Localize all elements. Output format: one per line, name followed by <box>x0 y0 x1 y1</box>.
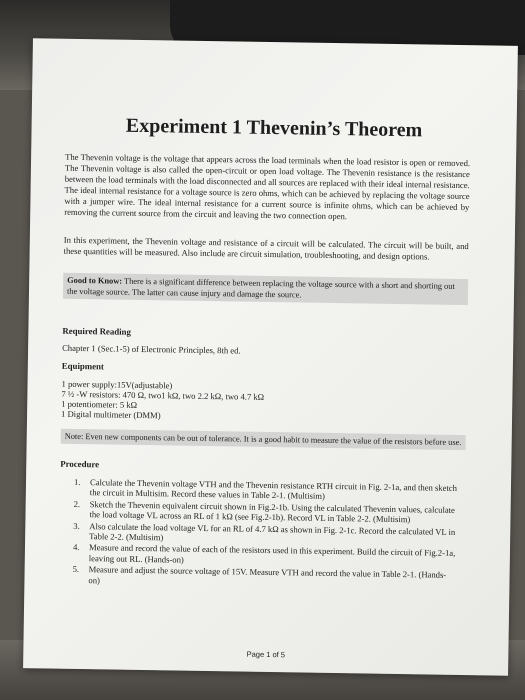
required-reading-text: Chapter 1 (Sec.1-5) of Electronic Principles, 8th ed. <box>62 342 241 356</box>
paper-sheet <box>23 38 518 676</box>
good-to-know-text: There is a significant difference between replacing the voltage source with a short and shorting out the voltage source. The latter can cause injury and damage the source. <box>66 276 455 300</box>
procedure-heading: Procedure <box>60 458 100 470</box>
experiment-paragraph: In this experiment, the Thevenin voltage and resistance of a circuit will be calculated. The circuit will be built, and these quantities will be measured. Also include are circuit simulation, troubleshooting, and design options. <box>63 234 469 262</box>
intro-paragraph: The Thevenin voltage is the voltage that appears across the load terminals when the load resistor is open or removed. The Thevenin voltage is also called the open-circuit or open load voltage. The Thevenin resistance is the resistance between the load terminals with the load disconnected and all sources are replaced with their ideal internal resistance. The ideal internal resistance for a voltage source is zero ohms, which can be achieved by replacing the voltage source with a jumper wire. The ideal internal resistance for a current source is infinite ohms, which can be achieved by removing the current source from the circuit and leaving the two connection open. <box>64 151 471 222</box>
step-text: Measure and adjust the source voltage of 15V. Measure VTH and record the value in Table 2-1. (Hands-on) <box>88 564 447 586</box>
equipment-item: 1 power supply:15V(adjustable) <box>61 378 173 391</box>
equipment-item: 7 ½ -W resistors: 470 Ω, two1 kΩ, two 2.2 kΩ, two 4.7 kΩ <box>61 388 265 402</box>
page-number: Page 1 of 5 <box>246 649 286 660</box>
step-number: 5. <box>72 564 80 575</box>
procedure-list <box>72 477 459 592</box>
step-number: 4. <box>72 542 80 553</box>
good-to-know-label: Good to Know: <box>67 275 123 286</box>
step-text: Measure and record the value of each of the resistors used in this experiment. Build the circuit of Fig.2-1a, leaving out RL. (Hands-on) <box>88 542 456 565</box>
step-text: Calculate the Thevenin voltage VTH and the Thevenin resistance RTH circuit in Fig. 2-1a, and then sketch the circuit in Multisim. Record these values in Table 2-1. (Multisim) <box>89 477 458 502</box>
good-to-know-box <box>63 273 468 305</box>
step-number: 2. <box>73 498 81 509</box>
required-reading-heading: Required Reading <box>62 325 131 337</box>
equipment-heading: Equipment <box>61 360 104 372</box>
equipment-item: 1 Digital multimeter (DMM) <box>61 408 161 421</box>
step-text: Sketch the Thevenin equivalent circuit shown in Fig.2-1b. Using the calculated Thevenin values, calculate the load voltage VL across an RL of 1 kΩ (see Fig.2-1b). Record VL in Table 2-2. (Multisim) <box>89 498 455 525</box>
step-text: Also calculate the load voltage VL for an RL of 4.7 kΩ as shown in Fig. 2-1c. Record the calculated VL in Table 2-2. (Multisim) <box>89 520 456 543</box>
step-number: 1. <box>73 476 81 488</box>
tolerance-note-box <box>61 429 466 450</box>
equipment-item: 1 potentiometer: 5 kΩ <box>61 398 138 410</box>
tolerance-note-text: Note: Even new components can be out of tolerance. It is a good habit to measure the value of the resistors before use. <box>64 431 462 448</box>
document-title: Experiment 1 Thevenin’s Theorem <box>125 114 423 142</box>
step-number: 3. <box>73 520 80 531</box>
